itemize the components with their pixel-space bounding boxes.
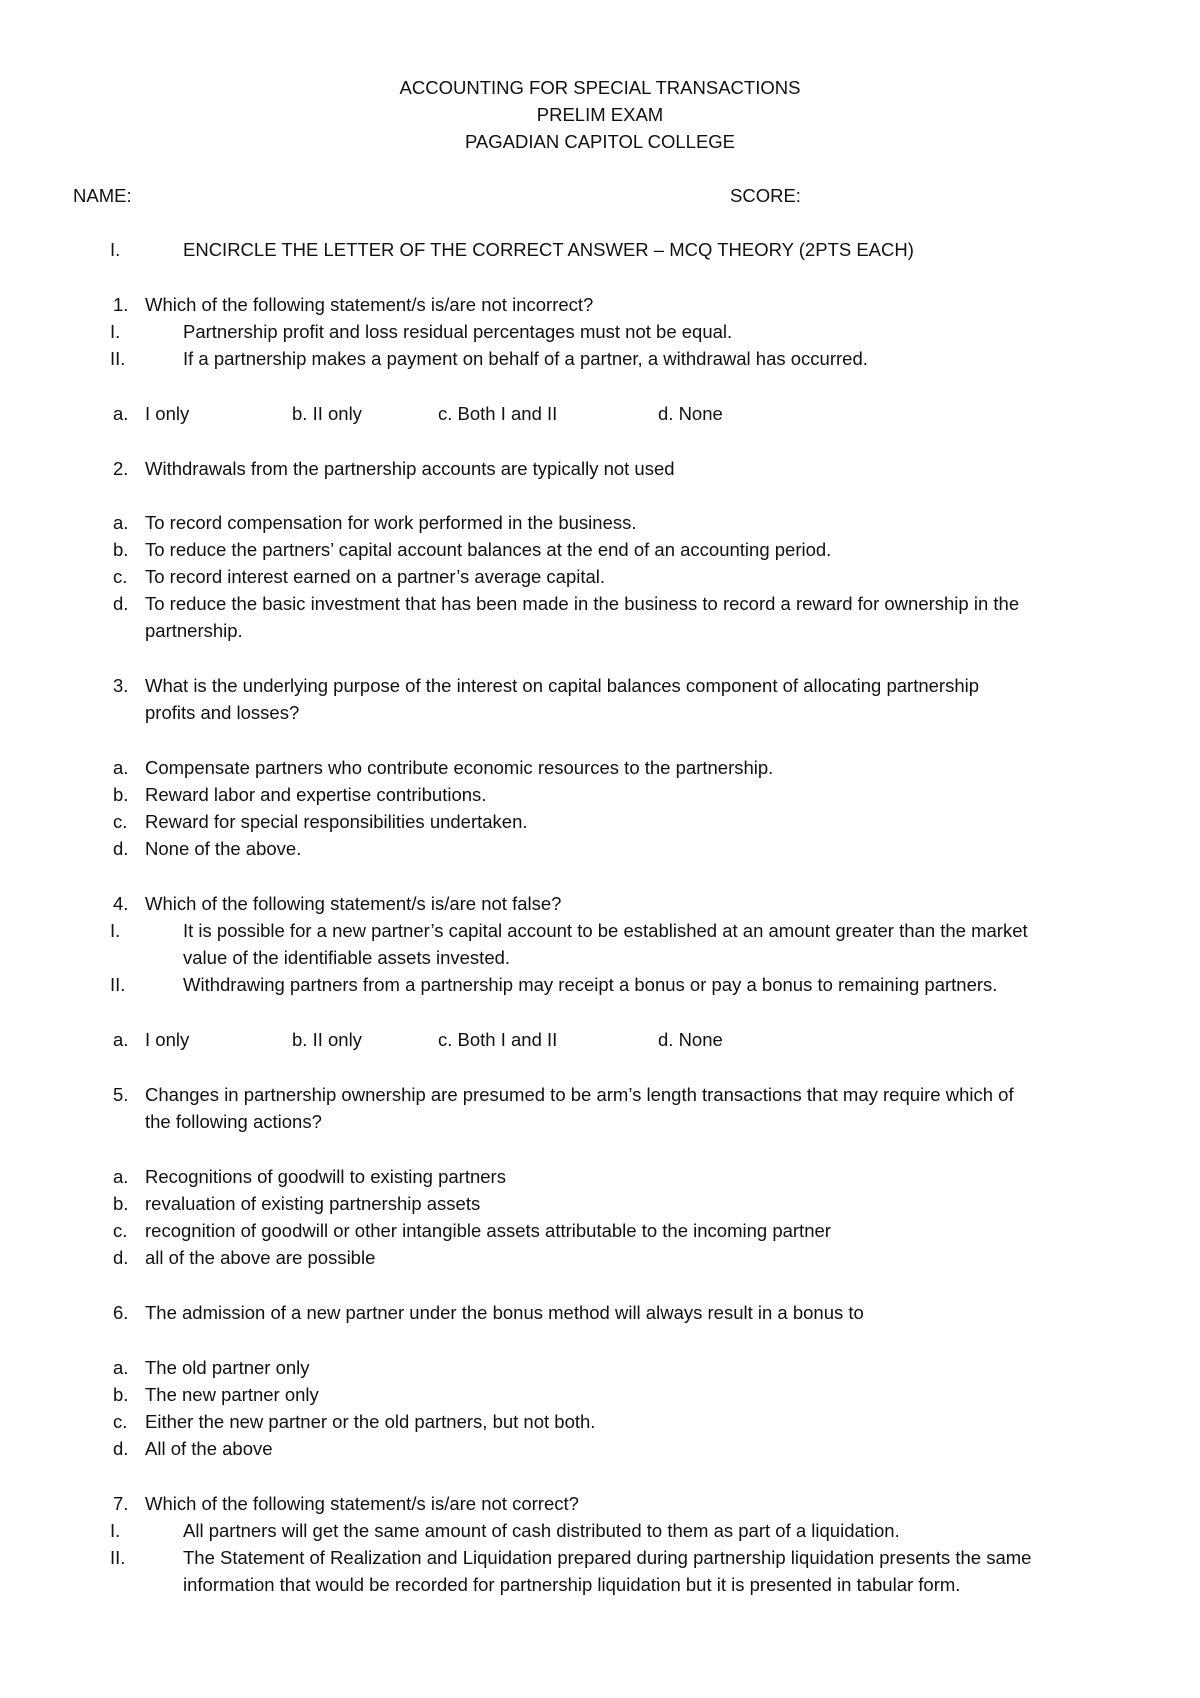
option-letter: c. <box>113 566 128 587</box>
choice-b: b. II only <box>292 403 362 424</box>
question-text: Which of the following statement/s is/are not correct? <box>145 1493 579 1514</box>
question-text-continued: the following actions? <box>145 1111 322 1132</box>
question-text: Which of the following statement/s is/are not incorrect? <box>145 294 594 315</box>
statement-text: Partnership profit and loss residual percentages must not be equal. <box>183 321 733 342</box>
option-text: Compensate partners who contribute economic resources to the partnership. <box>145 757 774 778</box>
statement-text: It is possible for a new partner’s capital account to be established at an amount greater than the market <box>183 920 1028 941</box>
question-number: 1. <box>113 294 129 315</box>
question-text-continued: profits and losses? <box>145 702 300 723</box>
statement-text: The Statement of Realization and Liquidation prepared during partnership liquidation presents the same <box>183 1547 1032 1568</box>
option-letter: a. <box>113 1166 129 1187</box>
statement-number: II. <box>110 974 126 995</box>
name-label: NAME: <box>73 185 132 206</box>
option-text: To record compensation for work performed in the business. <box>145 512 637 533</box>
option-text: Reward labor and expertise contributions. <box>145 784 487 805</box>
choice-letter: a. <box>113 1029 129 1050</box>
choice-b: b. II only <box>292 1029 362 1050</box>
option-text: all of the above are possible <box>145 1247 376 1268</box>
option-text: To reduce the partners’ capital account balances at the end of an accounting period. <box>145 539 832 560</box>
option-text: Either the new partner or the old partners, but not both. <box>145 1411 596 1432</box>
option-letter: c. <box>113 1411 128 1432</box>
question-text: Changes in partnership ownership are presumed to be arm’s length transactions that may require which of <box>145 1084 1014 1105</box>
question-number: 5. <box>113 1084 129 1105</box>
statement-number: I. <box>110 1520 121 1541</box>
statement-text: Withdrawing partners from a partnership may receipt a bonus or pay a bonus to remaining partners. <box>183 974 998 995</box>
option-text: recognition of goodwill or other intangible assets attributable to the incoming partner <box>145 1220 831 1241</box>
statement-text-continued: value of the identifiable assets invested. <box>183 947 511 968</box>
option-text: revaluation of existing partnership assets <box>145 1193 481 1214</box>
statement-number: II. <box>110 348 126 369</box>
college-name: PAGADIAN CAPITOL COLLEGE <box>464 131 736 152</box>
option-text: Reward for special responsibilities undertaken. <box>145 811 528 832</box>
option-letter: a. <box>113 757 129 778</box>
question-text: Withdrawals from the partnership accounts are typically not used <box>145 458 675 479</box>
choice-a: I only <box>145 403 190 424</box>
option-text: Recognitions of goodwill to existing partners <box>145 1166 506 1187</box>
option-text: The old partner only <box>145 1357 310 1378</box>
statement-text: All partners will get the same amount of cash distributed to them as part of a liquidation. <box>183 1520 900 1541</box>
section-number: I. <box>110 239 121 260</box>
question-number: 4. <box>113 893 129 914</box>
score-label: SCORE: <box>730 185 801 206</box>
statement-number: I. <box>110 321 121 342</box>
option-text: All of the above <box>145 1438 273 1459</box>
option-letter: b. <box>113 784 129 805</box>
option-text: None of the above. <box>145 838 302 859</box>
course-title: ACCOUNTING FOR SPECIAL TRANSACTIONS <box>399 77 801 98</box>
choice-a: I only <box>145 1029 190 1050</box>
option-letter: d. <box>113 838 129 859</box>
option-letter: a. <box>113 1357 129 1378</box>
option-text: To reduce the basic investment that has been made in the business to record a reward for ownership in the <box>145 593 1020 614</box>
question-text: Which of the following statement/s is/are not false? <box>145 893 562 914</box>
question-number: 6. <box>113 1302 129 1323</box>
statement-text-continued: information that would be recorded for partnership liquidation but it is presented in tabular form. <box>183 1574 961 1595</box>
choice-c: c. Both I and II <box>438 403 558 424</box>
choice-d: d. None <box>658 403 723 424</box>
option-text: The new partner only <box>145 1384 319 1405</box>
option-letter: c. <box>113 811 128 832</box>
choice-letter: a. <box>113 403 129 424</box>
question-number: 3. <box>113 675 129 696</box>
option-letter: b. <box>113 539 129 560</box>
option-text-continued: partnership. <box>145 620 243 641</box>
exam-title: PRELIM EXAM <box>536 104 664 125</box>
question-number: 7. <box>113 1493 129 1514</box>
section-title: ENCIRCLE THE LETTER OF THE CORRECT ANSWER – MCQ THEORY (2PTS EACH) <box>183 239 914 260</box>
statement-number: I. <box>110 920 121 941</box>
option-letter: c. <box>113 1220 128 1241</box>
option-letter: b. <box>113 1384 129 1405</box>
choice-c: c. Both I and II <box>438 1029 558 1050</box>
option-letter: a. <box>113 512 129 533</box>
option-text: To record interest earned on a partner’s average capital. <box>145 566 606 587</box>
option-letter: d. <box>113 1247 129 1268</box>
option-letter: d. <box>113 1438 129 1459</box>
question-text: The admission of a new partner under the bonus method will always result in a bonus to <box>145 1302 864 1323</box>
choice-d: d. None <box>658 1029 723 1050</box>
statement-text: If a partnership makes a payment on behalf of a partner, a withdrawal has occurred. <box>183 348 868 369</box>
option-letter: b. <box>113 1193 129 1214</box>
option-letter: d. <box>113 593 129 614</box>
question-number: 2. <box>113 458 129 479</box>
statement-number: II. <box>110 1547 126 1568</box>
question-text: What is the underlying purpose of the interest on capital balances component of allocating partnership <box>145 675 980 696</box>
